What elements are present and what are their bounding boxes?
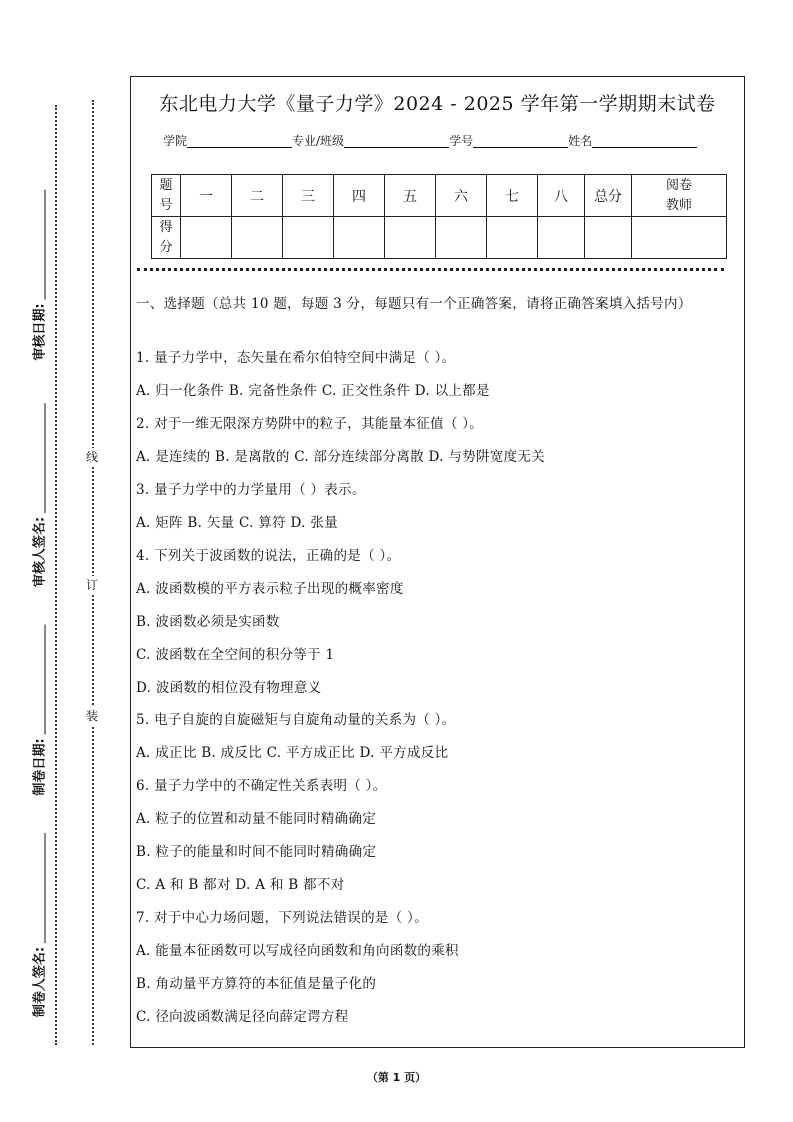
reviewer-header xyxy=(632,175,727,217)
binding-dotted-line-outer xyxy=(55,105,57,1045)
college-field[interactable] xyxy=(187,134,292,148)
score-cell[interactable] xyxy=(487,217,538,259)
question-line: B. 角动量平方算符的本征值是量子化的 xyxy=(136,976,377,992)
reviewer-date-field[interactable] xyxy=(29,189,48,360)
question-line: 2. 对于一维无限深方势阱中的粒子，其能量本征值（ ）。 xyxy=(136,416,484,432)
score-cell-total[interactable] xyxy=(585,217,632,259)
score-char-2: 分 xyxy=(159,239,173,255)
question-line: 4. 下列关于波函数的说法，正确的是（ ）。 xyxy=(136,548,401,564)
score-cell[interactable] xyxy=(283,217,334,259)
score-row-header xyxy=(152,217,181,259)
student-info-row xyxy=(163,132,697,149)
question-line: C. 波函数在全空间的积分等于 1 xyxy=(136,647,335,663)
question-line: A. 粒子的位置和动量不能同时精确确定 xyxy=(136,811,377,827)
reviewer-date-label: 审核日期: xyxy=(32,303,48,361)
maker-sign-label: 制卷人签名: xyxy=(32,946,48,1018)
reviewer-sign-label: 审核人签名: xyxy=(32,516,48,588)
score-cell[interactable] xyxy=(181,217,232,259)
section-1-heading: 一、选择题（总共 10 题，每题 3 分，每题只有一个正确答案，请将正确答案填入括号内） xyxy=(136,296,692,312)
col-header-4: 四 xyxy=(334,175,385,217)
maker-date-field[interactable] xyxy=(29,624,48,795)
header-char-2: 号 xyxy=(159,197,173,213)
name-label: 姓名 xyxy=(568,134,593,148)
question-line: A. 成正比 B. 成反比 C. 平方成正比 D. 平方成反比 xyxy=(136,745,449,761)
reviewer-sign-field[interactable] xyxy=(29,403,48,587)
name-field[interactable] xyxy=(592,134,697,148)
binding-staple-char: 订 xyxy=(86,578,99,592)
dotted-separator xyxy=(137,268,724,271)
question-line: 7. 对于中心力场问题，下列说法错误的是（ ）。 xyxy=(136,910,428,926)
col-header-2: 二 xyxy=(232,175,283,217)
question-line: A. 归一化条件 B. 完备性条件 C. 正交性条件 D. 以上都是 xyxy=(136,383,490,399)
question-line: A. 波函数模的平方表示粒子出现的概率密度 xyxy=(136,581,404,597)
col-header-8: 八 xyxy=(538,175,585,217)
score-cell[interactable] xyxy=(538,217,585,259)
col-header-total: 总分 xyxy=(585,175,632,217)
question-line: B. 粒子的能量和时间不能同时精确确定 xyxy=(136,844,377,860)
col-header-5: 五 xyxy=(385,175,436,217)
score-cell[interactable] xyxy=(436,217,487,259)
col-header-7: 七 xyxy=(487,175,538,217)
question-line: 5. 电子自旋的自旋磁矩与自旋角动量的关系为（ ）。 xyxy=(136,712,456,728)
question-line: D. 波函数的相位没有物理意义 xyxy=(136,680,322,696)
question-line: A. 矩阵 B. 矢量 C. 算符 D. 张量 xyxy=(136,515,338,531)
col-header-3: 三 xyxy=(283,175,334,217)
question-number-header xyxy=(152,175,181,217)
question-line: 6. 量子力学中的不确定性关系表明（ ）。 xyxy=(136,778,387,794)
maker-date-label: 制卷日期: xyxy=(32,738,48,796)
reviewer-header-line-2: 教师 xyxy=(665,197,692,213)
binding-fold-char: 装 xyxy=(86,709,99,723)
student-id-field[interactable] xyxy=(473,134,568,148)
maker-sign-field[interactable] xyxy=(29,833,48,1017)
binding-line-char: 线 xyxy=(86,450,99,464)
exam-frame xyxy=(130,76,745,1048)
col-header-1: 一 xyxy=(181,175,232,217)
score-cell[interactable] xyxy=(334,217,385,259)
col-header-6: 六 xyxy=(436,175,487,217)
college-label: 学院 xyxy=(163,134,188,148)
major-field[interactable] xyxy=(344,134,449,148)
question-line: B. 波函数必须是实函数 xyxy=(136,614,280,630)
score-cell[interactable] xyxy=(232,217,283,259)
exam-title: 东北电力大学《量子力学》2024 - 2025 学年第一学期期末试卷 xyxy=(159,93,716,115)
score-table xyxy=(151,174,727,259)
score-cell[interactable] xyxy=(385,217,436,259)
question-line: A. 能量本征函数可以写成径向函数和角向函数的乘积 xyxy=(136,943,459,959)
reviewer-header-line-1: 阅卷 xyxy=(665,177,692,193)
page-number: （第 1 页） xyxy=(366,1071,427,1084)
question-line: 3. 量子力学中的力学量用（ ）表示。 xyxy=(136,482,366,498)
question-line: 1. 量子力学中，态矢量在希尔伯特空间中满足（ ）。 xyxy=(136,350,456,366)
header-char-1: 题 xyxy=(159,177,173,193)
major-label: 专业/班级 xyxy=(292,134,345,148)
question-line: A. 是连续的 B. 是离散的 C. 部分连续部分离散 D. 与势阱宽度无关 xyxy=(136,449,545,465)
question-line: C. A 和 B 都对 D. A 和 B 都不对 xyxy=(136,877,345,893)
binding-dotted-line-inner xyxy=(92,100,94,1045)
student-id-label: 学号 xyxy=(449,134,474,148)
score-char-1: 得 xyxy=(159,219,173,235)
reviewer-cell[interactable] xyxy=(632,217,727,259)
question-line: C. 径向波函数满足径向薛定谔方程 xyxy=(136,1009,349,1025)
